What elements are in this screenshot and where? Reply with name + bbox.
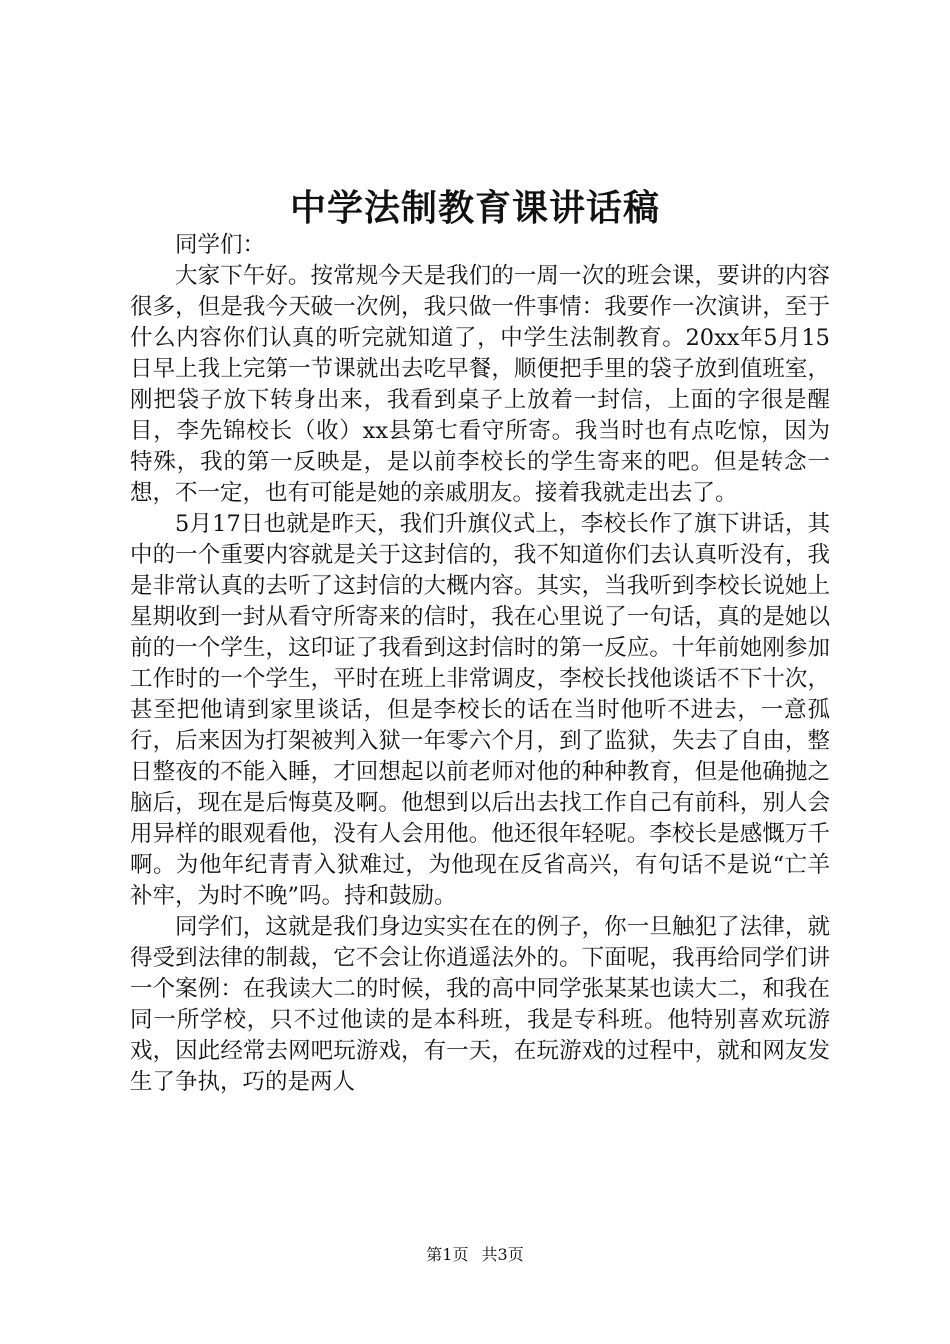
page-number: 第1页 (426, 1245, 469, 1264)
document-body (130, 230, 830, 1098)
page-total: 共3页 (481, 1245, 524, 1264)
paragraph-1: 大家下午好。按常规今天是我们的一周一次的班会课，要讲的内容很多，但是我今天破一次例，我只做一件事情：我要作一次演讲，至于什么内容你们认真的听完就知道了，中学生法制教育。20xx年5月15日早上我上完第一节课就出去吃早餐，顺便把手里的袋子放到值班室，刚把袋子放下转身出来，我看到桌子上放着一封信，上面的字很是醒目，李先锦校长（收）xx县第七看守所寄。我当时也有点吃惊，因为特殊，我的第一反映是，是以前李校长的学生寄来的吧。但是转念一想，不一定，也有可能是她的亲戚朋友。接着我就走出去了。 (130, 263, 830, 506)
paragraph-2: 5月17日也就是昨天，我们升旗仪式上，李校长作了旗下讲话，其中的一个重要内容就是关于这封信的，我不知道你们去认真听没有，我是非常认真的去听了这封信的大概内容。其实，当我听到李校长说她上星期收到一封从看守所寄来的信时，我在心里说了一句话，真的是她以前的一个学生，这印证了我看到这封信时的第一反应。十年前她刚参加工作时的一个学生，平时在班上非常调皮，李校长找他谈话不下十次，甚至把他请到家里谈话，但是李校长的话在当时他听不进去，一意孤行，后来因为打架被判入狱一年零六个月，到了监狱，失去了自由，整日整夜的不能入睡，才回想起以前老师对他的种种教育，但是他确抛之脑后，现在是后悔莫及啊。他想到以后出去找工作自己有前科，别人会用异样的眼观看他，没有人会用他。他还很年轻呢。李校长是感慨万千啊。为他年纪青青入狱难过，为他现在反省高兴，有句话不是说“亡羊补牢，为时不晚”吗。持和鼓励。 (130, 511, 830, 909)
document-title: 中学法制教育课讲话稿 (289, 187, 660, 229)
salutation: 同学们： (175, 232, 266, 258)
paragraph-3: 同学们，这就是我们身边实实在在的例子，你一旦触犯了法律，就得受到法律的制裁，它不会让你逍遥法外的。下面呢，我再给同学们讲一个案例：在我读大二的时候，我的高中同学张某某也读大二，和我在同一所学校，只不过他读的是本科班，我是专科班。他特别喜欢玩游戏，因此经常去网吧玩游戏，有一天，在玩游戏的过程中，就和网友发生了争执，巧的是两人 (130, 914, 830, 1095)
page-footer (0, 1243, 950, 1267)
